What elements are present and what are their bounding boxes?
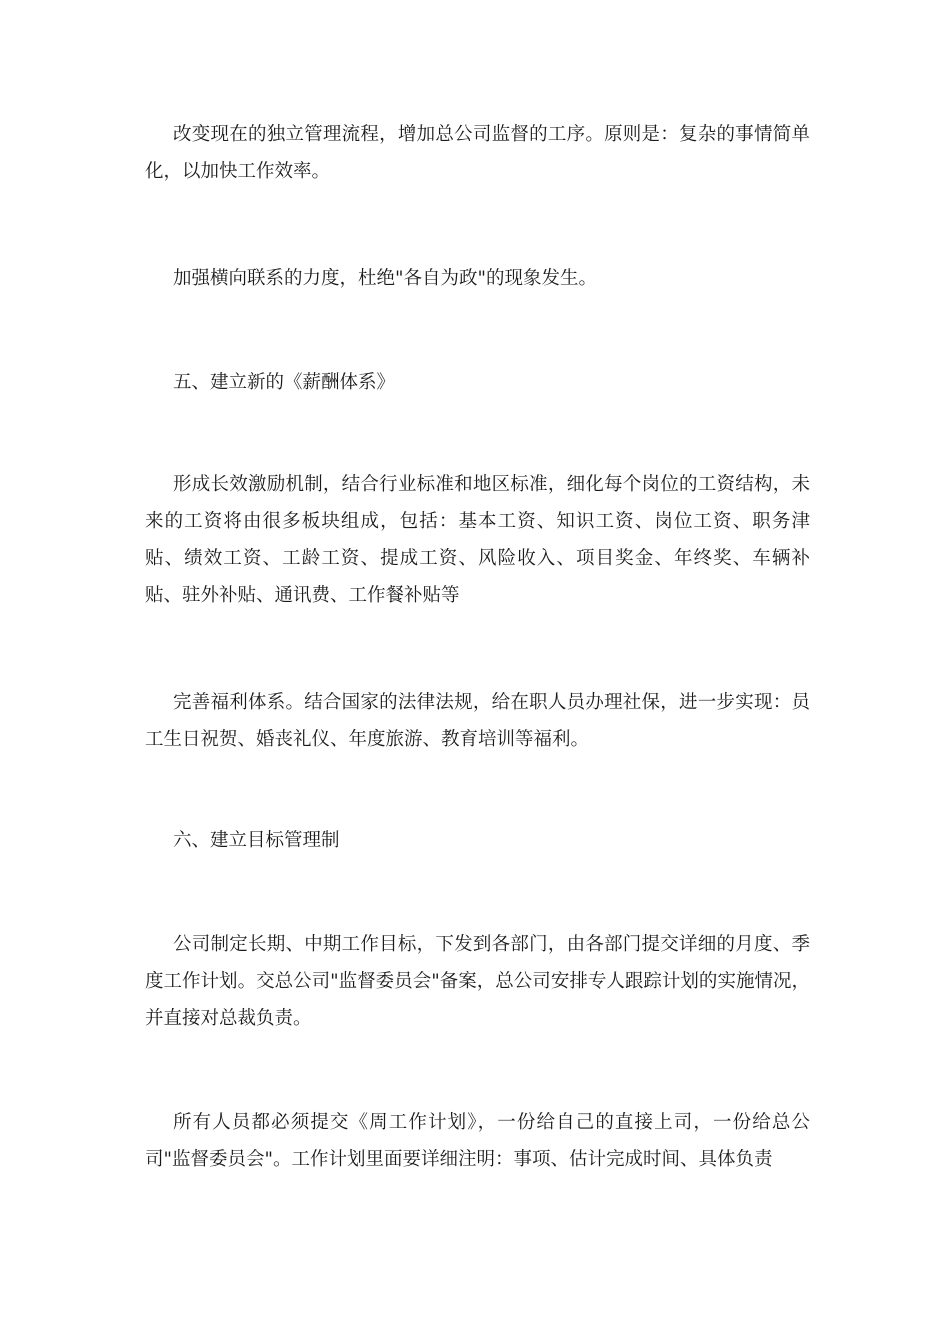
paragraph-company-goals: 公司制定长期、中期工作目标，下发到各部门，由各部门提交详细的月度、季度工作计划。交总公司"监督委员会"备案，总公司安排专人跟踪计划的实施情况，并直接对总裁负责。 — [145, 934, 810, 1029]
paragraph-horizontal-contact: 加强横向联系的力度，杜绝"各自为政"的现象发生。 — [173, 268, 598, 289]
paragraph-process-change: 改变现在的独立管理流程，增加总公司监督的工序。原则是：复杂的事情简单化，以加快工作效率。 — [145, 124, 810, 182]
section-heading-salary-system: 五、建立新的《薪酬体系》 — [173, 372, 396, 393]
paragraph-welfare-system: 完善福利体系。结合国家的法律法规，给在职人员办理社保，进一步实现：员工生日祝贺、婚丧礼仪、年度旅游、教育培训等福利。 — [145, 692, 810, 750]
paragraph-incentive-mechanism: 形成长效激励机制，结合行业标准和地区标准，细化每个岗位的工资结构，未来的工资将由很多板块组成，包括：基本工资、知识工资、岗位工资、职务津贴、绩效工资、工龄工资、提成工资、风险收入、项目奖金、年终奖、车辆补贴、驻外补贴、通讯费、工作餐补贴等 — [145, 474, 810, 606]
section-heading-target-management: 六、建立目标管理制 — [173, 830, 340, 851]
paragraph-weekly-plan: 所有人员都必须提交《周工作计划》，一份给自己的直接上司，一份给总公司"监督委员会"。工作计划里面要详细注明：事项、估计完成时间、具体负责 — [145, 1112, 810, 1170]
